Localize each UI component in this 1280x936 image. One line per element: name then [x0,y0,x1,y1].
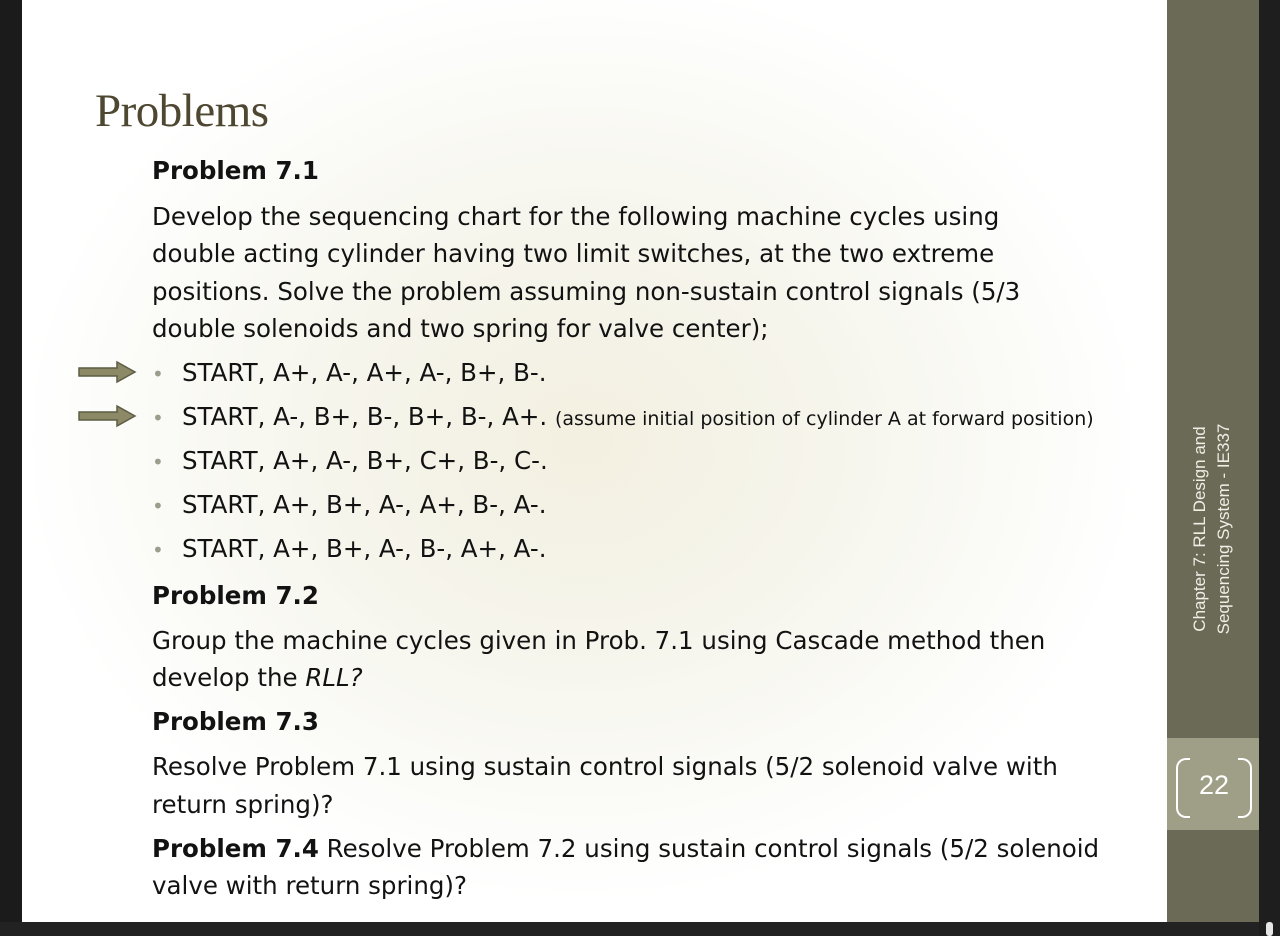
cycle-item-3 [182,446,548,475]
cycle-note: (assume initial position of cylinder A at forward position) [554,408,1094,430]
problem-7-2-line-2-text: develop the [152,663,306,692]
cycle-item-1 [182,358,547,387]
problem-7-2-heading: Problem 7.2 [152,581,319,610]
cycle-item-5 [182,534,547,563]
scrollbar-track[interactable] [1259,0,1280,936]
right-arrow-icon [77,360,137,384]
scrollbar-thumb[interactable] [1266,922,1273,936]
slide-title: Problems [95,85,269,137]
problem-7-1-line-4: double solenoids and two spring for valve center); [152,314,769,343]
rll-term: RLL? [305,663,363,692]
problem-7-2-line-2 [152,659,363,697]
sidebar-title: Chapter 7: RLL Design and Sequencing System - IE337 [1190,423,1233,635]
right-arrow-icon [77,404,137,428]
cycle-text: START, A+, B+, A-, A+, B-, A-. [182,490,547,519]
problem-7-4-line-1 [152,830,1099,868]
bullet-icon: • [152,538,164,562]
page-number-box [1176,758,1252,814]
problem-7-1-line-3: positions. Solve the problem assuming non-sustain control signals (5/3 [152,277,1021,306]
bottom-bar [0,922,1259,936]
problem-7-4-heading: Problem 7.4 [152,834,319,863]
bullet-icon: • [152,450,164,474]
cycle-text: START, A+, A-, A+, A-, B+, B-. [182,358,547,387]
problem-7-4-text: Resolve Problem 7.2 using sustain control signals (5/2 solenoid [318,834,1100,863]
problem-7-4-line-2: valve with return spring)? [152,871,467,900]
problem-7-3-line-2: return spring)? [152,790,334,819]
problem-7-1-line-2: double acting cylinder having two limit switches, at the two extreme [152,239,995,268]
problem-7-3-heading: Problem 7.3 [152,707,319,736]
cycle-text: START, A+, B+, A-, B-, A+, A-. [182,534,547,563]
problem-7-1-heading: Problem 7.1 [152,156,319,185]
cycle-text: START, A-, B+, B-, B+, B-, A+. [182,402,548,431]
cycle-item-2 [182,402,1094,431]
problem-7-1-line-1: Develop the sequencing chart for the following machine cycles using [152,202,1000,231]
bullet-icon: • [152,406,164,430]
problem-7-3-line-1: Resolve Problem 7.1 using sustain control signals (5/2 solenoid valve with [152,752,1058,781]
bullet-icon: • [152,494,164,518]
page-number: 22 [1198,770,1230,800]
cycle-text: START, A+, A-, B+, C+, B-, C-. [182,446,548,475]
cycle-item-4 [182,490,547,519]
bullet-icon: • [152,362,164,386]
problem-7-2-line-1: Group the machine cycles given in Prob. 7.1 using Cascade method then [152,626,1046,655]
